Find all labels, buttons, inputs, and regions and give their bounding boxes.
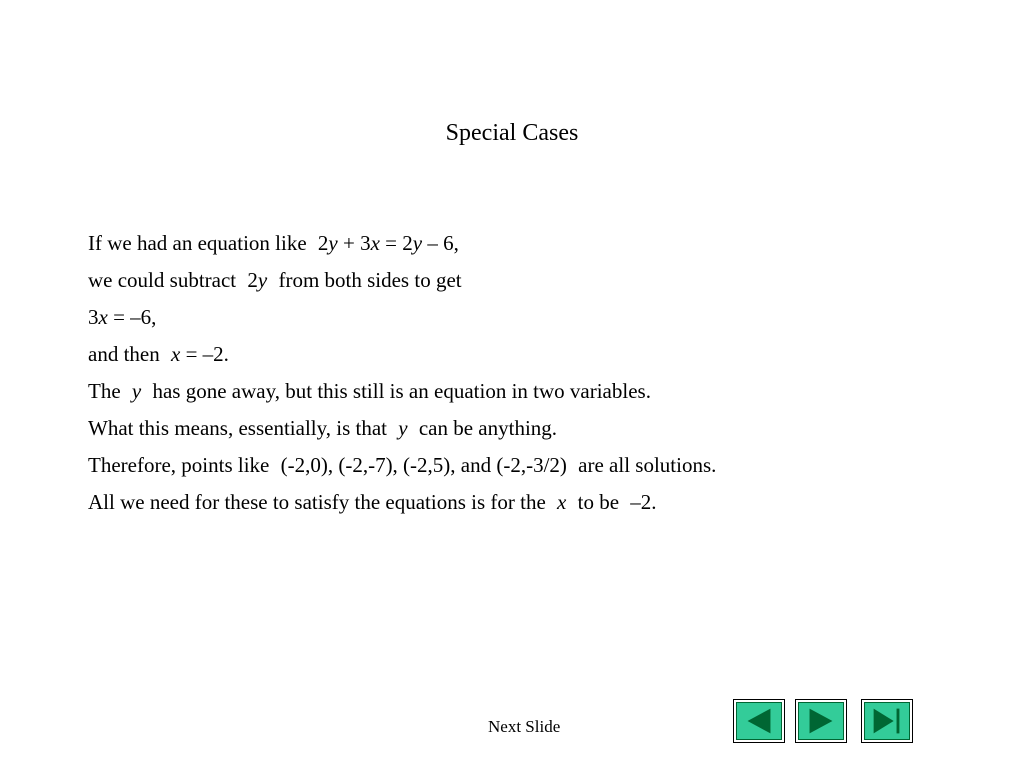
variable: y <box>131 379 142 403</box>
body-line-7 <box>88 447 988 484</box>
previous-slide-button[interactable] <box>733 699 785 743</box>
slide-title: Special Cases <box>445 120 579 146</box>
triangle-right-icon <box>796 700 846 742</box>
line-text-after: can be anything. <box>418 416 558 440</box>
line-text: The <box>88 379 121 403</box>
triangle-left-icon <box>734 700 784 742</box>
body-line-6 <box>88 410 988 447</box>
line-text-after: to be <box>577 490 620 514</box>
line-text: and then <box>88 342 160 366</box>
line-text: All we need for these to satisfy the equations is for the <box>88 490 546 514</box>
next-slide-link[interactable]: Next Slide <box>488 717 561 736</box>
body-line-4 <box>88 336 988 373</box>
body-line-5 <box>88 373 988 410</box>
line-text: Therefore, points like <box>88 453 270 477</box>
line-text-after: are all solutions. <box>578 453 717 477</box>
slide-body <box>88 225 988 521</box>
points-list: (-2,0), (-2,-7), (-2,5), and (-2,-3/2) <box>280 453 567 477</box>
value: –2. <box>630 490 657 514</box>
skip-to-end-icon <box>862 700 912 742</box>
term: 2y <box>247 268 268 292</box>
variable: y <box>398 416 408 440</box>
line-text: What this means, essentially, is that <box>88 416 387 440</box>
line-text-after: from both sides to get <box>278 268 462 292</box>
body-line-1 <box>88 225 988 262</box>
body-line-3 <box>88 299 988 336</box>
line-text: we could subtract <box>88 268 237 292</box>
next-slide-button[interactable] <box>795 699 847 743</box>
last-slide-button[interactable] <box>861 699 913 743</box>
equation: x = –2. <box>170 342 229 366</box>
line-text: If we had an equation like <box>88 231 307 255</box>
body-line-2 <box>88 262 988 299</box>
equation: 2y + 3x = 2y – 6, <box>317 231 459 255</box>
body-line-8 <box>88 484 988 521</box>
equation: 3x = –6, <box>88 305 157 329</box>
variable: x <box>557 490 567 514</box>
line-text-after: has gone away, but this still is an equation in two variables. <box>152 379 651 403</box>
